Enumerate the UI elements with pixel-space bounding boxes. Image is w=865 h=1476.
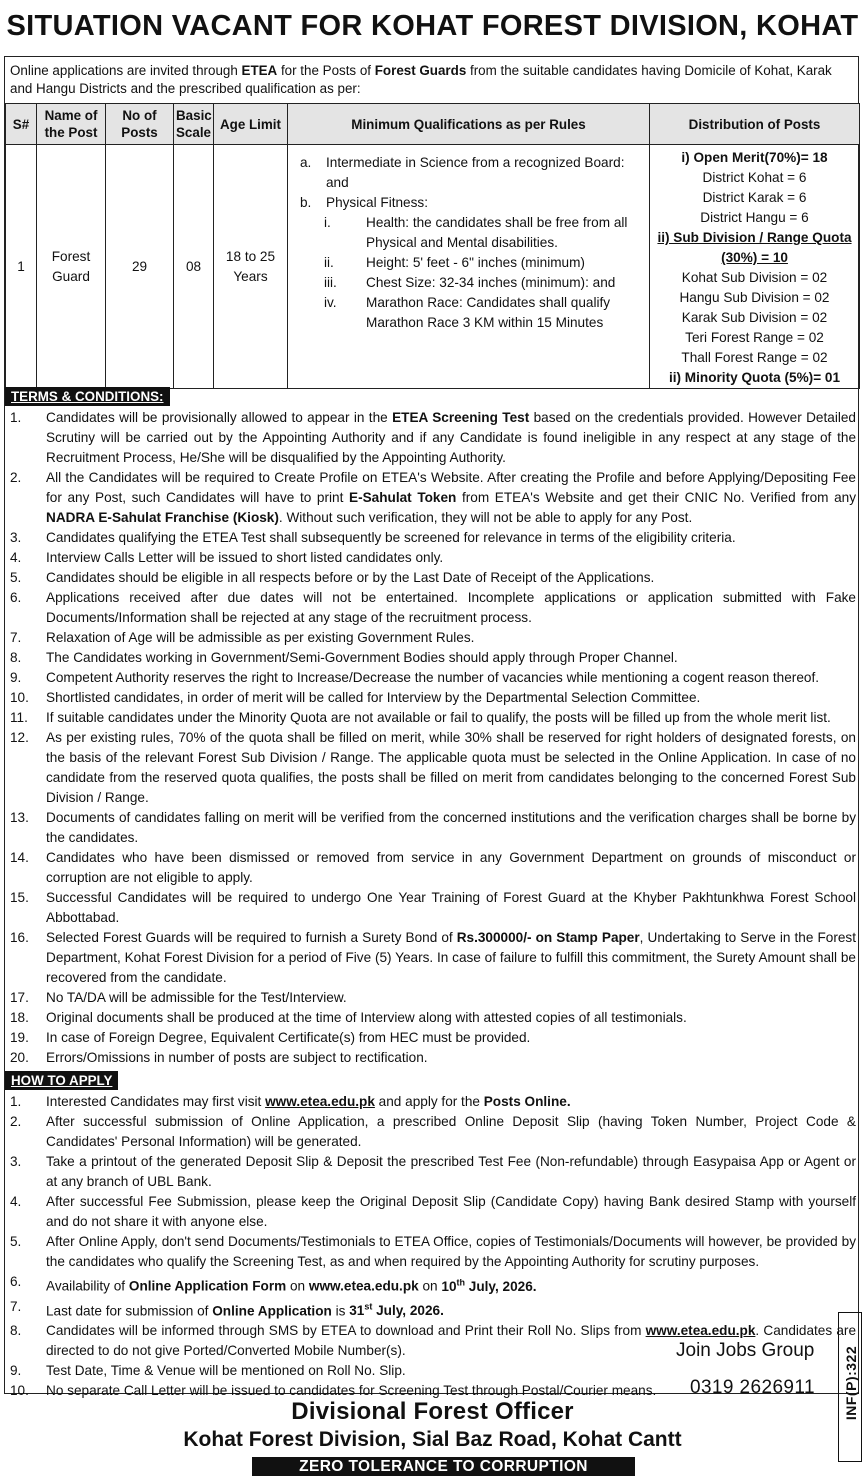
cell-qualifications xyxy=(288,145,650,389)
cell-distribution xyxy=(650,145,860,389)
list-item: 10. No separate Call Letter will be issued to candidates for Screening Test through Postal/Courier means. xyxy=(10,1383,657,1399)
officer-address: Kohat Forest Division, Sial Baz Road, Kohat Cantt xyxy=(183,1428,682,1451)
list-item: 5. After Online Apply, don't send Documents/Testimonials to ETEA Office, copies of Testimonials/Documents will however, be provided by the candidates who qualify the Screening Test, as and when required by the Appointing Authority for scrutiny purposes. xyxy=(10,1234,856,1269)
list-item: 8. Candidates will be informed through SMS by ETEA to download and Print their Roll No. Slips from www.etea.edu.pk. Candidates are directed to do not give Ported/Converted Mobile Number(s). xyxy=(10,1323,857,1359)
dist-line: Thall Forest Range = 02 xyxy=(681,350,828,365)
list-item: 15. Successful Candidates will be required to undergo One Year Training of Forest Guard at the Khyber Pakhtunkhwa Forest School Abbottabad. xyxy=(10,890,856,925)
dist-line: Hangu Sub Division = 02 xyxy=(679,290,830,305)
table-header-row xyxy=(6,104,860,145)
terms-heading: TERMS & CONDITIONS: xyxy=(5,387,170,406)
list-item: 9. Competent Authority reserves the right to Increase/Decrease the number of vacancies while mentioning a cogent reason thereof. xyxy=(10,670,820,685)
col-header-qualifications: Minimum Qualifications as per Rules xyxy=(288,104,650,145)
terms-list xyxy=(10,408,856,1068)
cell-age-limit: 18 to 25 Years xyxy=(214,145,288,389)
list-item: 3. Take a printout of the generated Deposit Slip & Deposit the prescribed Test Fee (Non-refundable) through Easypaisa App or Agent or at any branch of UBL Bank. xyxy=(10,1154,856,1189)
list-item: 10. Shortlisted candidates, in order of merit will be called for Interview by the Departmental Selection Committee. xyxy=(10,690,701,705)
list-item: 17. No TA/DA will be admissible for the Test/Interview. xyxy=(10,990,347,1005)
join-jobs-group-text: Join Jobs Group xyxy=(676,1340,815,1361)
cell-no-of-posts: 29 xyxy=(106,145,174,389)
dist-sub-division-quota: ii) Sub Division / Range Quota xyxy=(657,230,852,245)
intro-text: for the Posts of xyxy=(277,63,375,78)
dist-line: Karak Sub Division = 02 xyxy=(681,310,828,325)
list-item: 1. Candidates will be provisionally allowed to appear in the ETEA Screening Test based on the credentials provided. However Detailed Scrutiny will be carried out by the Appointing Authority and if any Candidate is found ineligible in any respect at any stage of the Recruitment Process, He/She will be disqualified by the Appointing Authority. xyxy=(10,410,856,465)
qualification-item: a. Intermediate in Science from a recognized Board: and xyxy=(300,155,625,190)
etea-link[interactable]: www.etea.edu.pk xyxy=(645,1323,756,1339)
col-header-distribution: Distribution of Posts xyxy=(650,104,860,145)
dist-line: Teri Forest Range = 02 xyxy=(685,330,824,345)
cell-sno: 1 xyxy=(6,145,37,389)
dist-line: District Karak = 6 xyxy=(702,190,807,205)
table-row xyxy=(6,145,860,389)
list-item: 11. If suitable candidates under the Minority Quota are not available or fail to qualify, the posts will be filled up from the whole merit list. xyxy=(10,710,831,725)
intro-paragraph xyxy=(10,62,856,98)
intro-etea: ETEA xyxy=(241,63,278,78)
col-header-age: Age Limit xyxy=(214,104,288,145)
etea-link[interactable]: www.etea.edu.pk xyxy=(265,1094,375,1109)
posts-table xyxy=(5,103,860,389)
intro-text: from the suitable candidates having Domicile of Kohat, Karak and Hangu Districts and the prescribed qualification as per: xyxy=(10,63,832,96)
list-item: 2. All the Candidates will be required to Create Profile on ETEA's Website. After creating the Profile and before Applying/Depositing Fee for any Post, such Candidates will have to print E-Sahulat Token from ETEA's Website and get their CNIC No. Verified from any NADRA E-Sahulat Franchise (Kiosk). Without such verification, they will not be able to apply for any Post. xyxy=(10,470,856,525)
dist-open-merit: i) Open Merit(70%)= 18 xyxy=(681,150,828,165)
intro-post-name: Forest Guards xyxy=(374,63,467,78)
qualification-subitem: iv. Marathon Race: Candidates shall qualify Marathon Race 3 KM within 15 Minutes xyxy=(324,295,611,330)
list-item: 14. Candidates who have been dismissed or removed from service in any Government Department on grounds of misconduct or corruption are not eligible to apply. xyxy=(10,850,856,885)
list-item: 2. After successful submission of Online Application, a prescribed Online Deposit Slip (having Token Number, Project Code & Candidates' Personal Information) will be generated. xyxy=(10,1114,856,1149)
list-item: 8. The Candidates working in Government/Semi-Government Bodies should apply through Proper Channel. xyxy=(10,650,678,665)
list-item: 4. Interview Calls Letter will be issued to short listed candidates only. xyxy=(10,550,444,565)
list-item: 7. Last date for submission of Online Application is 31st July, 2026. xyxy=(10,1298,444,1319)
dist-line: Kohat Sub Division = 02 xyxy=(681,270,828,285)
cell-post-name: Forest Guard xyxy=(37,145,106,389)
qualification-subitem: ii. Height: 5' feet - 6" inches (minimum) xyxy=(324,255,585,270)
dist-minority-quota: ii) Minority Quota (5%)= 01 xyxy=(668,370,841,385)
cell-basic-scale: 08 xyxy=(174,145,214,389)
list-item: 6. Applications received after due dates will not be entertained. Incomplete applications or application submitted with Fake Documents/Information shall be rejected at any stage of the recruitment process. xyxy=(10,590,856,625)
col-header-scale: Basic Scale xyxy=(174,104,214,145)
qualification-subitem: i. Health: the candidates shall be free from all Physical and Mental disabilities. xyxy=(324,215,628,250)
intro-text: Online applications are invited through xyxy=(10,63,242,78)
list-item: 1. Interested Candidates may first visit www.etea.edu.pk and apply for the Posts Online. xyxy=(10,1094,571,1109)
col-header-posts: No of Posts xyxy=(106,104,174,145)
page-title: SITUATION VACANT FOR KOHAT FOREST DIVISION, KOHAT xyxy=(6,10,859,42)
list-item: 4. After successful Fee Submission, please keep the Original Deposit Slip (Candidate Copy) having Bank desired Stamp with yourself and do not share it with anyone else. xyxy=(10,1194,856,1229)
list-item: 13. Documents of candidates falling on merit will be verified from the concerned institutions and the verification charges shall be borne by the candidates. xyxy=(10,810,856,845)
list-item: 19. In case of Foreign Degree, Equivalent Certificate(s) from HEC must be provided. xyxy=(10,1030,531,1045)
inf-code: INF(P):322 xyxy=(843,1345,859,1421)
how-to-apply-heading: HOW TO APPLY xyxy=(5,1071,118,1090)
etea-link[interactable]: www.etea.edu.pk xyxy=(308,1278,419,1294)
list-item: 7. Relaxation of Age will be admissible as per existing Government Rules. xyxy=(10,630,475,645)
list-item: 9. Test Date, Time & Venue will be mentioned on Roll No. Slip. xyxy=(10,1363,406,1379)
col-header-sno: S# xyxy=(6,104,37,145)
list-item: 12. As per existing rules, 70% of the quota shall be filled on merit, while 30% shall be reserved for right holders of designated forests, on the basis of the relevant Forest Sub Division / Range. The applicable quota must be selected in the Online Application. In case of no candidate from the reserved quota qualifies, the posts shall be filled on merit from candidates belonging to the concerned Forest Sub Division / Range. xyxy=(10,730,856,805)
contact-phone-number: 0319 2626911 xyxy=(690,1377,815,1398)
qualification-subitem: iii. Chest Size: 32-34 inches (minimum): and xyxy=(324,275,616,290)
list-item: 18. Original documents shall be produced at the time of Interview along with attested copies of all testimonials. xyxy=(10,1010,687,1025)
list-item: 16. Selected Forest Guards will be required to furnish a Surety Bond of Rs.300000/- on Stamp Paper, Undertaking to Serve in the Forest Department, Kohat Forest Division for a period of Five (5) Years. In case of failure to fulfill this commitment, the Surety Amount shall be recovered from the candidate. xyxy=(10,930,856,985)
col-header-name: Name of the Post xyxy=(37,104,106,145)
list-item: 3. Candidates qualifying the ETEA Test shall subsequently be screened for relevance in terms of the eligibility criteria. xyxy=(10,530,736,545)
footer-banner: ZERO TOLERANCE TO CORRUPTION xyxy=(252,1457,635,1476)
list-item: 20. Errors/Omissions in number of posts are subject to rectification. xyxy=(10,1050,428,1065)
list-item: 6. Availability of Online Application Form on www.etea.edu.pk on 10th July, 2026. xyxy=(10,1274,537,1294)
list-item: 5. Candidates should be eligible in all respects before or by the Last Date of Receipt of the Applications. xyxy=(10,570,655,585)
dist-sub-division-quota: (30%) = 10 xyxy=(721,250,788,265)
dist-line: District Kohat = 6 xyxy=(702,170,807,185)
qualification-item: b. Physical Fitness: xyxy=(300,195,428,210)
officer-title: Divisional Forest Officer xyxy=(291,1398,574,1425)
dist-line: District Hangu = 6 xyxy=(700,210,809,225)
